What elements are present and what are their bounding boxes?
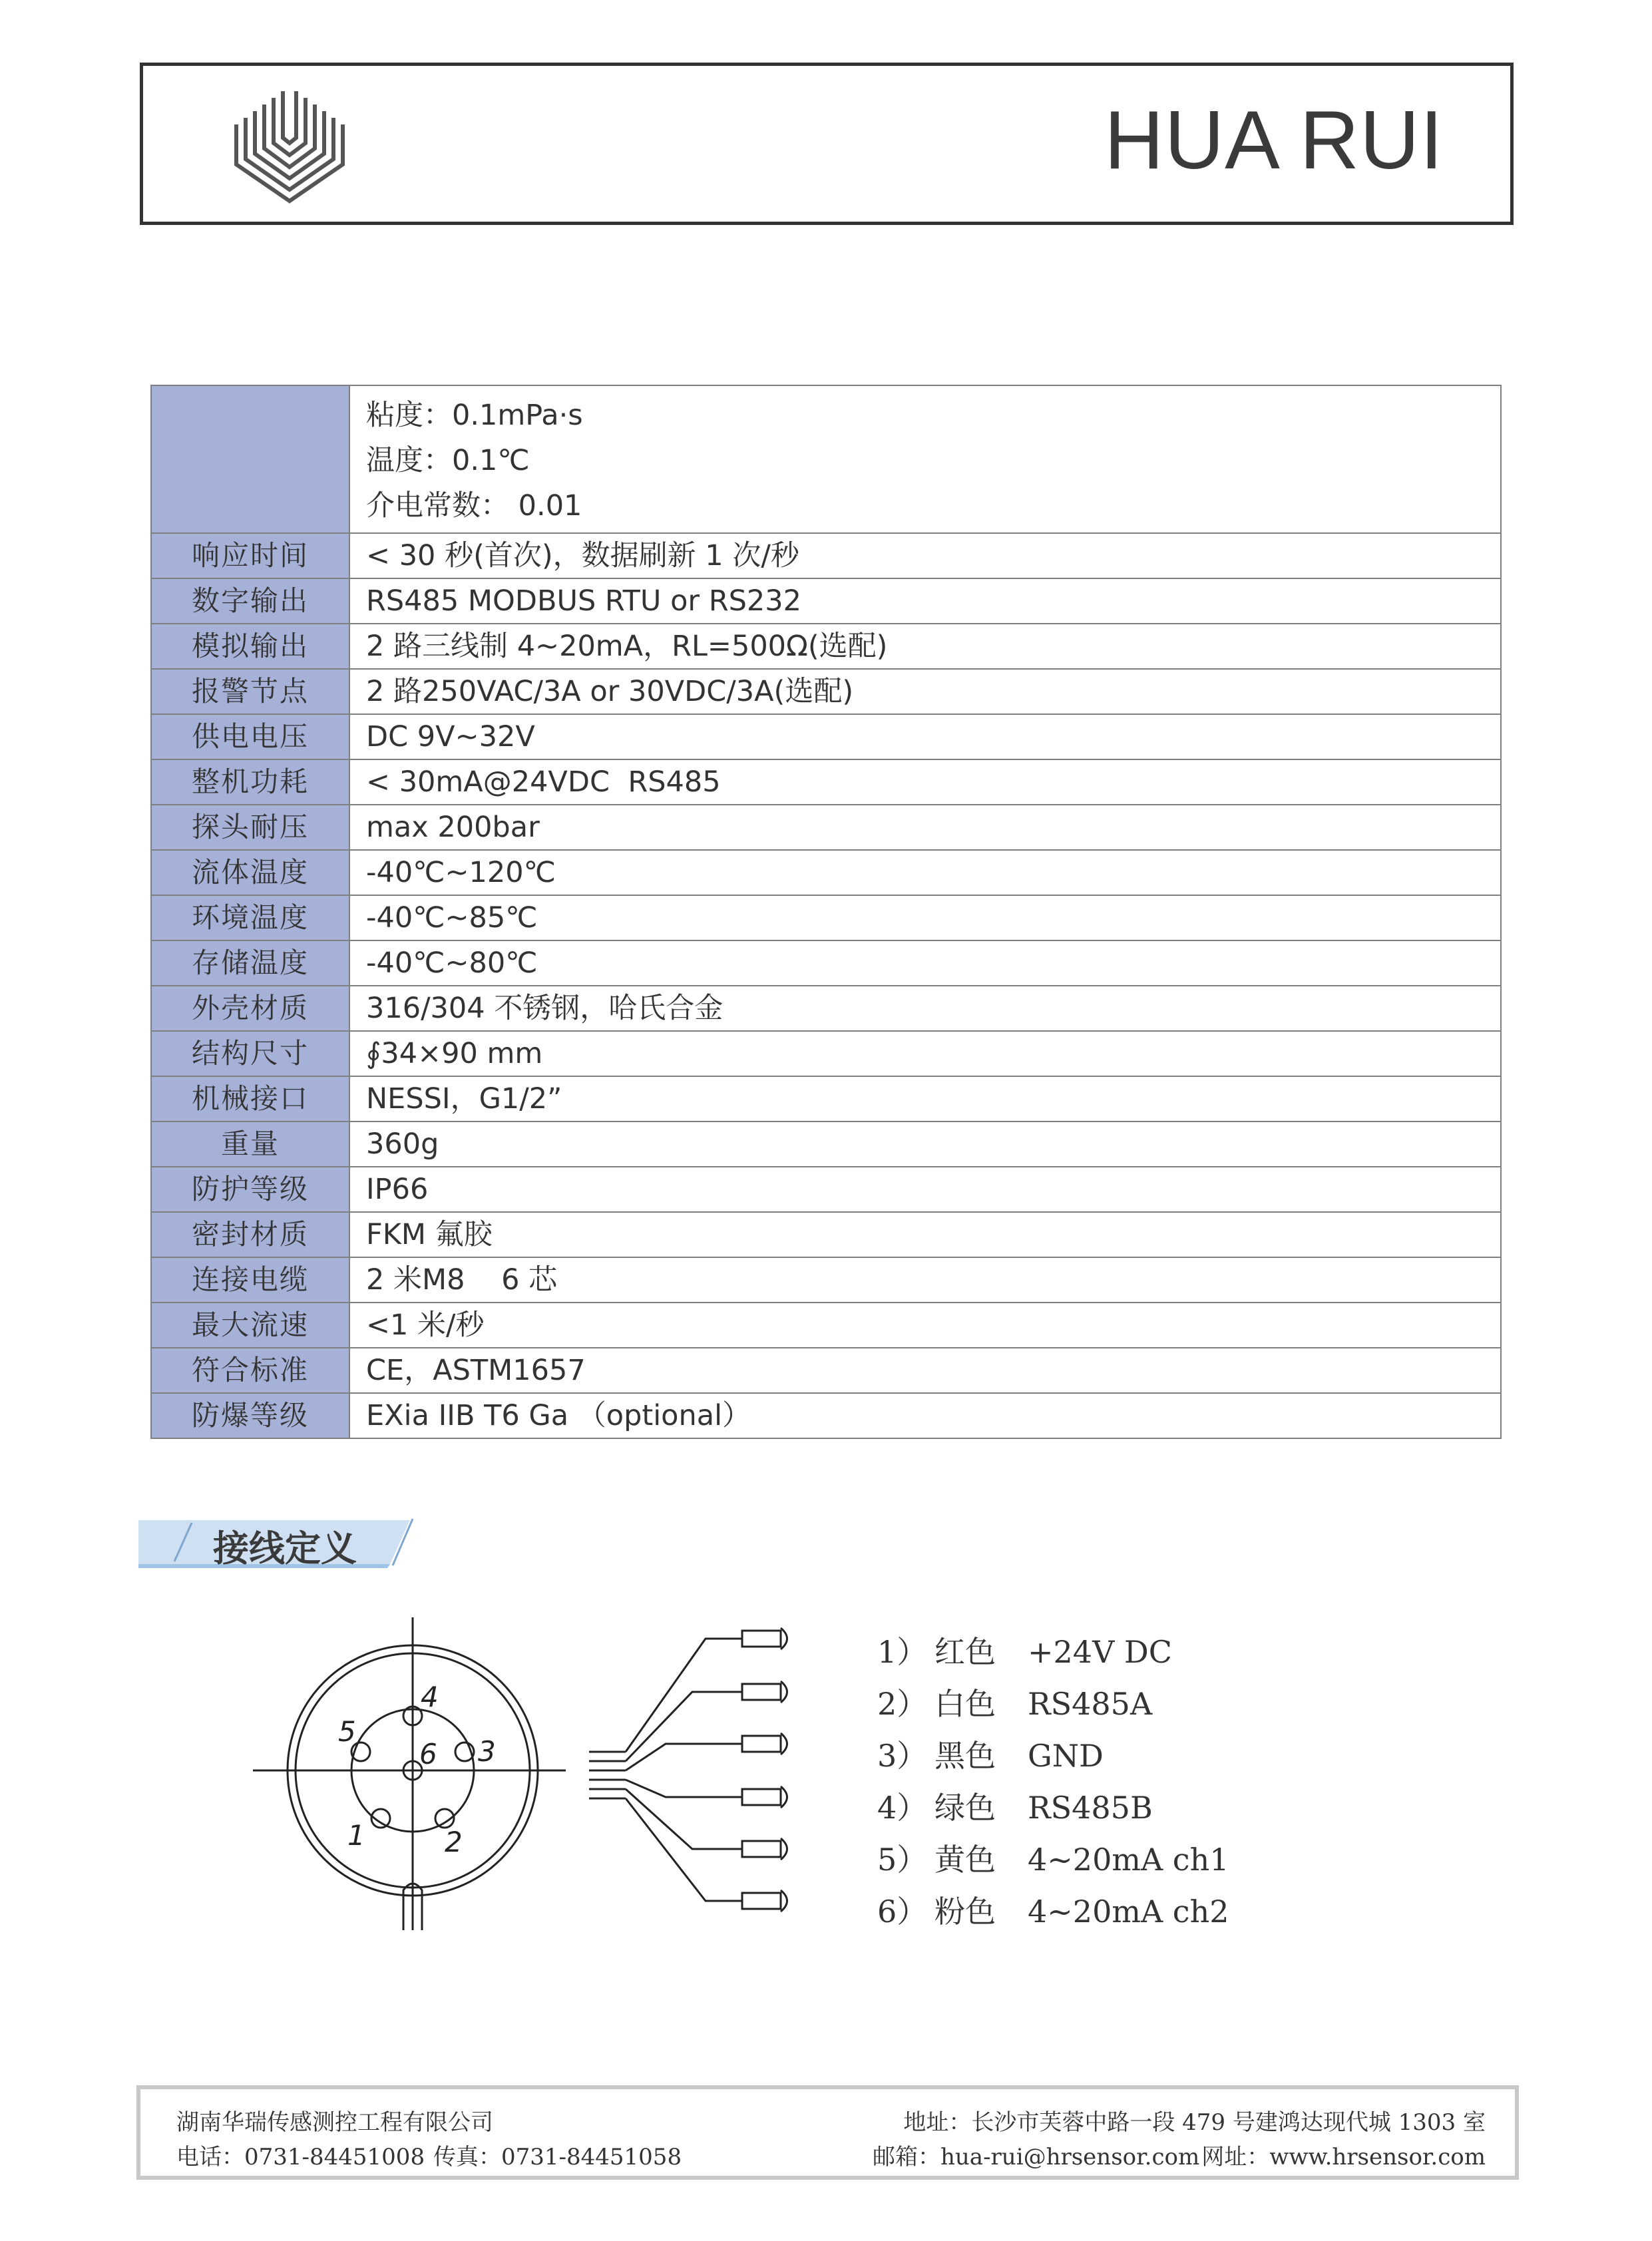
pin-label-2: 2 bbox=[445, 1826, 463, 1858]
wiring-color: 白色 bbox=[934, 1686, 996, 1722]
footer-tel: 电话：0731-84451008 bbox=[176, 2144, 425, 2170]
wiring-idx: 6） bbox=[877, 1894, 928, 1930]
spec-label: 报警节点 bbox=[151, 669, 349, 714]
wiring-row bbox=[877, 1788, 1153, 1828]
spec-label: 密封材质 bbox=[151, 1212, 349, 1257]
wiring-signal: +24V DC bbox=[1028, 1634, 1172, 1670]
spec-label: 存储温度 bbox=[151, 940, 349, 986]
wiring-row bbox=[877, 1840, 1229, 1880]
spec-label: 响应时间 bbox=[151, 533, 349, 578]
table-row bbox=[151, 1167, 1501, 1212]
spec-value: RS485 MODBUS RTU or RS232 bbox=[349, 578, 1501, 624]
spec-label: 整机功耗 bbox=[151, 759, 349, 805]
header-box bbox=[140, 63, 1514, 225]
spec-value: 2 路三线制 4~20mA，RL=500Ω(选配) bbox=[349, 624, 1501, 669]
spec-label: 防爆等级 bbox=[151, 1393, 349, 1438]
spec-value: DC 9V~32V bbox=[349, 714, 1501, 759]
spec-table bbox=[150, 385, 1502, 1439]
wiring-row bbox=[877, 1632, 1172, 1672]
spec-label: 防护等级 bbox=[151, 1167, 349, 1212]
section-title-text: 接线定义 bbox=[213, 1528, 357, 1569]
footer-email: 邮箱：hua-rui@hrsensor.com bbox=[873, 2144, 1200, 2170]
table-row bbox=[151, 759, 1501, 805]
spec-label: 最大流速 bbox=[151, 1303, 349, 1348]
wiring-idx: 5） bbox=[877, 1842, 928, 1878]
spec-value: FKM 氟胶 bbox=[349, 1212, 1501, 1257]
pin-label-1: 1 bbox=[347, 1819, 365, 1852]
wiring-color: 黑色 bbox=[934, 1738, 996, 1774]
footer-company: 湖南华瑞传感测控工程有限公司 bbox=[176, 2109, 493, 2136]
pin-label-5: 5 bbox=[338, 1715, 356, 1748]
pin-label-3: 3 bbox=[478, 1735, 496, 1768]
table-row bbox=[151, 850, 1501, 895]
spec-value: < 30mA@24VDC RS485 bbox=[349, 759, 1501, 805]
spec-value: ∮34×90 mm bbox=[349, 1031, 1501, 1076]
table-row bbox=[151, 714, 1501, 759]
table-row bbox=[151, 940, 1501, 986]
pin-label-4: 4 bbox=[421, 1681, 439, 1713]
wiring-color: 红色 bbox=[934, 1634, 996, 1670]
footer-web: 网址：www.hrsensor.com bbox=[1201, 2144, 1486, 2170]
spec-resolution-temperature: 温度：0.1℃ bbox=[366, 444, 530, 477]
wiring-color: 黄色 bbox=[934, 1842, 996, 1878]
wiring-row bbox=[877, 1684, 1152, 1724]
table-row bbox=[151, 385, 1501, 533]
table-row bbox=[151, 624, 1501, 669]
wiring-idx: 2） bbox=[877, 1686, 928, 1722]
table-row bbox=[151, 895, 1501, 940]
brand-name: HUA RUI bbox=[1104, 95, 1444, 186]
spec-value: -40℃~120℃ bbox=[349, 850, 1501, 895]
table-row bbox=[151, 1076, 1501, 1121]
spec-label: 机械接口 bbox=[151, 1076, 349, 1121]
spec-label-empty bbox=[151, 385, 349, 533]
table-row bbox=[151, 1393, 1501, 1438]
spec-label: 结构尺寸 bbox=[151, 1031, 349, 1076]
spec-value: 2 米M8 6 芯 bbox=[349, 1257, 1501, 1303]
spec-value: 360g bbox=[349, 1121, 1501, 1167]
wiring-color: 绿色 bbox=[934, 1790, 996, 1826]
spec-resolution-dielectric: 介电常数： 0.01 bbox=[366, 489, 582, 522]
spec-label: 重量 bbox=[151, 1121, 349, 1167]
table-row bbox=[151, 578, 1501, 624]
footer-fax: 传真：0731-84451058 bbox=[433, 2144, 682, 2170]
wiring-idx: 3） bbox=[877, 1738, 928, 1774]
table-row bbox=[151, 669, 1501, 714]
footer bbox=[136, 2085, 1519, 2180]
spec-resolution-cell bbox=[349, 385, 1501, 533]
wiring-signal: 4~20mA ch2 bbox=[1028, 1894, 1229, 1930]
wiring-row bbox=[877, 1736, 1104, 1776]
spec-label: 探头耐压 bbox=[151, 805, 349, 850]
table-row bbox=[151, 986, 1501, 1031]
spec-value: 2 路250VAC/3A or 30VDC/3A(选配) bbox=[349, 669, 1501, 714]
wiring-signal: RS485B bbox=[1028, 1790, 1153, 1826]
spec-label: 流体温度 bbox=[151, 850, 349, 895]
spec-value: NESSI，G1/2” bbox=[349, 1076, 1501, 1121]
spec-label: 环境温度 bbox=[151, 895, 349, 940]
wiring-color: 粉色 bbox=[934, 1894, 996, 1930]
wiring-row bbox=[877, 1892, 1229, 1932]
hua-rui-logo-icon bbox=[223, 85, 356, 204]
connector-diagram bbox=[253, 1611, 812, 1943]
spec-value: IP66 bbox=[349, 1167, 1501, 1212]
table-row bbox=[151, 1212, 1501, 1257]
wiring-idx: 1） bbox=[877, 1634, 928, 1670]
wiring-signal: RS485A bbox=[1028, 1686, 1153, 1722]
table-row bbox=[151, 1257, 1501, 1303]
spec-label: 供电电压 bbox=[151, 714, 349, 759]
spec-value: CE，ASTM1657 bbox=[349, 1348, 1501, 1393]
table-row bbox=[151, 1348, 1501, 1393]
spec-value: < 30 秒(首次)，数据刷新 1 次/秒 bbox=[349, 533, 1501, 578]
spec-value: EXia IIB T6 Ga （optional） bbox=[349, 1393, 1501, 1438]
spec-label: 连接电缆 bbox=[151, 1257, 349, 1303]
spec-resolution-viscosity: 粘度：0.1mPa·s bbox=[366, 399, 583, 432]
spec-value: 316/304 不锈钢，哈氏合金 bbox=[349, 986, 1501, 1031]
section-title-wiring bbox=[138, 1512, 418, 1573]
table-row bbox=[151, 805, 1501, 850]
table-row bbox=[151, 533, 1501, 578]
spec-value: <1 米/秒 bbox=[349, 1303, 1501, 1348]
spec-label: 数字输出 bbox=[151, 578, 349, 624]
table-row bbox=[151, 1031, 1501, 1076]
spec-label: 符合标准 bbox=[151, 1348, 349, 1393]
spec-label: 外壳材质 bbox=[151, 986, 349, 1031]
footer-address: 地址：长沙市芙蓉中路一段 479 号建鸿达现代城 1303 室 bbox=[903, 2109, 1486, 2136]
table-row bbox=[151, 1303, 1501, 1348]
table-row bbox=[151, 1121, 1501, 1167]
wiring-idx: 4） bbox=[877, 1790, 928, 1826]
spec-label: 模拟输出 bbox=[151, 624, 349, 669]
spec-value: -40℃~85℃ bbox=[349, 895, 1501, 940]
pin-label-6: 6 bbox=[419, 1738, 437, 1770]
spec-value: -40℃~80℃ bbox=[349, 940, 1501, 986]
wiring-signal: GND bbox=[1028, 1738, 1104, 1774]
wiring-signal: 4~20mA ch1 bbox=[1028, 1842, 1229, 1878]
spec-value: max 200bar bbox=[349, 805, 1501, 850]
